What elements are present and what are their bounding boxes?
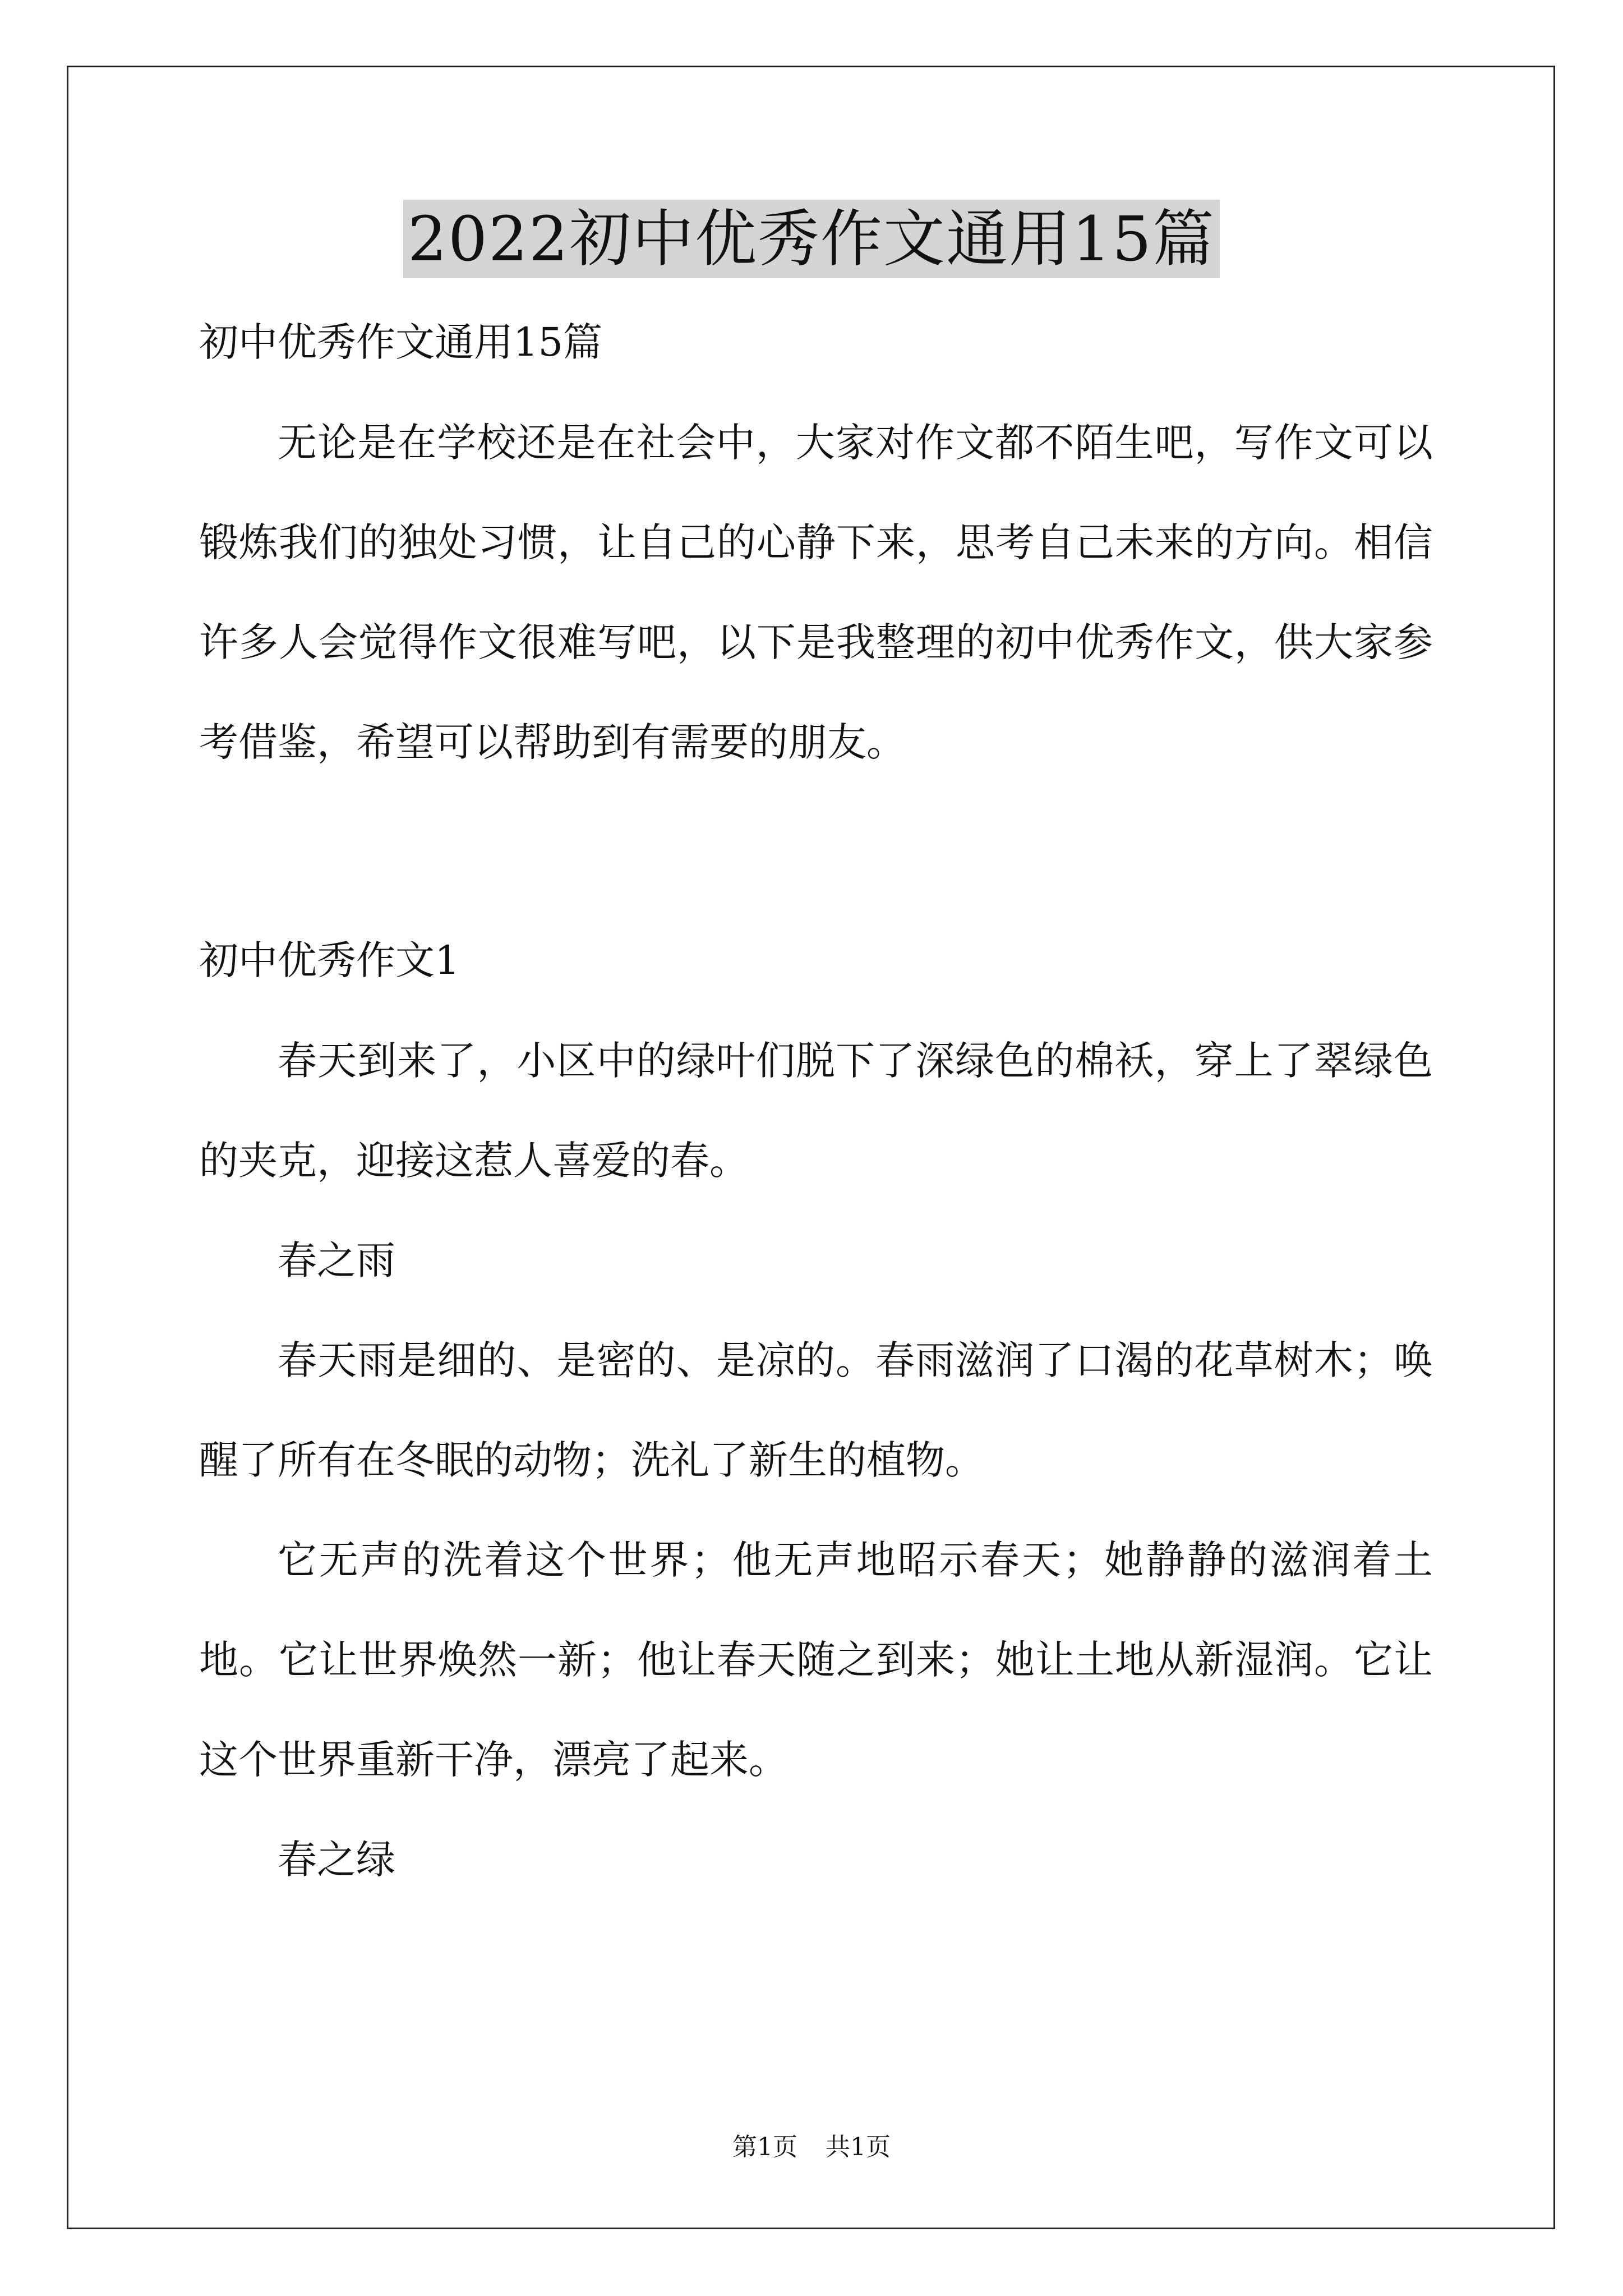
document-title: 2022初中优秀作文通用15篇 <box>403 200 1220 278</box>
document-body <box>199 292 1433 1910</box>
title-wrap <box>0 200 1623 278</box>
section-heading: 初中优秀作文1 <box>199 937 460 983</box>
paragraph: 春天到来了，小区中的绿叶们脱下了深绿色的棉袄，穿上了翠绿色的夹克，迎接这惹人喜爱的春。 <box>199 1038 1433 1184</box>
page-number-current: 第1页 <box>732 2133 797 2161</box>
subheading-spring-green: 春之绿 <box>278 1837 395 1883</box>
subheading-spring-rain: 春之雨 <box>278 1237 395 1283</box>
page-footer <box>0 2131 1623 2164</box>
intro-paragraph: 无论是在学校还是在社会中，大家对作文都不陌生吧，写作文可以锻炼我们的独处习惯，让自己的心静下来，思考自己未来的方向。相信许多人会觉得作文很难写吧，以下是我整理的初中优秀作文，供大家参考借鉴，希望可以帮助到有需要的朋友。 <box>199 420 1433 765</box>
document-subtitle: 初中优秀作文通用15篇 <box>199 319 603 365</box>
page-number-total: 共1页 <box>826 2133 891 2161</box>
paragraph: 春天雨是细的、是密的、是凉的。春雨滋润了口渴的花草树木；唤醒了所有在冬眠的动物；洗礼了新生的植物。 <box>199 1337 1433 1483</box>
paragraph: 它无声的洗着这个世界；他无声地昭示春天；她静静的滋润着土地。它让世界焕然一新；他让春天随之到来；她让土地从新湿润。它让这个世界重新干净，漂亮了起来。 <box>199 1537 1433 1783</box>
